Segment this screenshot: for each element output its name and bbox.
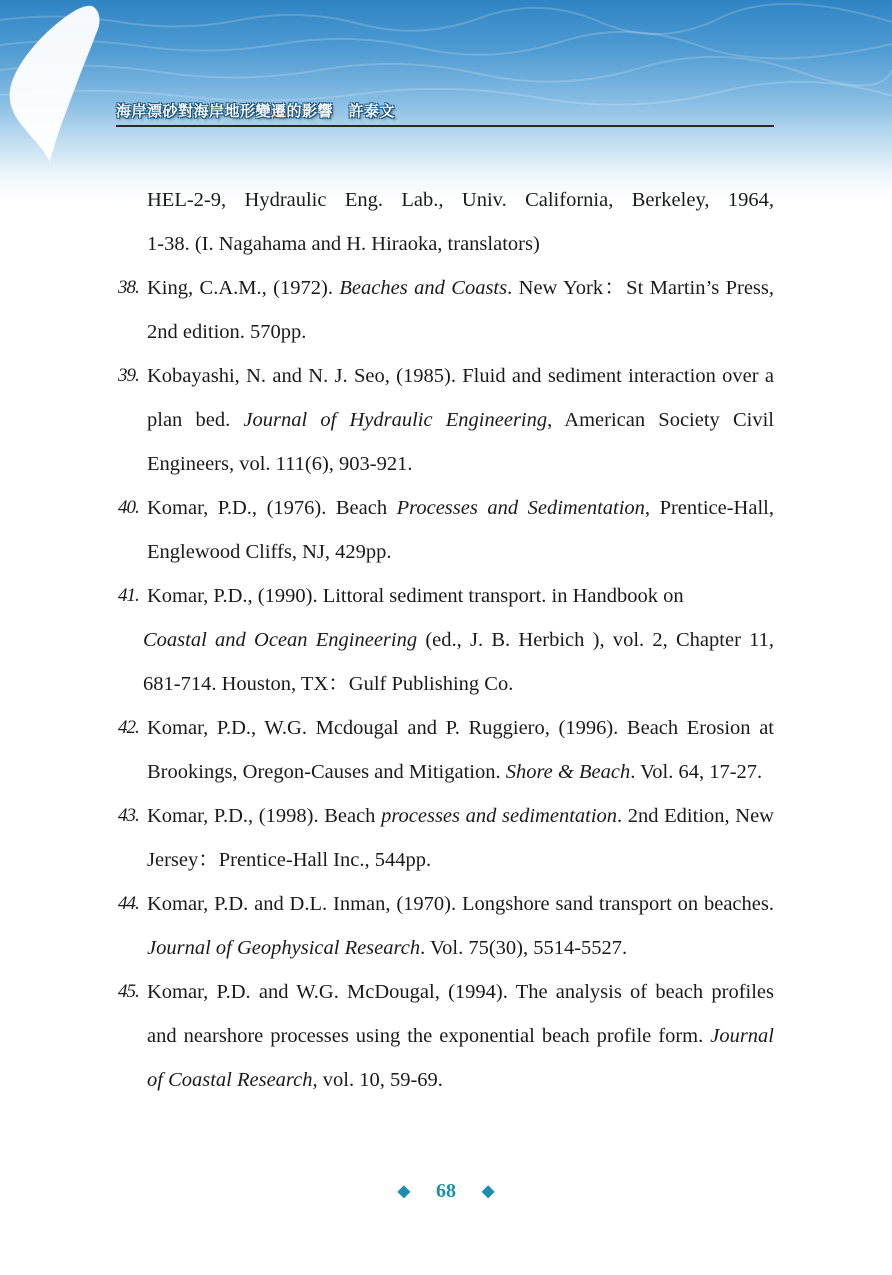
reference-text: Komar, P.D. and D.L. Inman, (1970). Longshore sand transport on beaches. <box>147 893 774 915</box>
reference-title: Processes and Sedimentation <box>396 497 645 519</box>
reference-text: . 2nd Edition, New Jersey：Prentice-Hall Inc., 544pp. <box>147 805 774 871</box>
reference-text: . Vol. 75(30), 5514-5527. <box>420 937 628 959</box>
reference-text: , American Society Civil Engineers, vol. 111(6), 903-921. <box>147 409 774 475</box>
continuation-line-2: 1-38. (I. Nagahama and H. Hiraoka, translators) <box>147 233 540 255</box>
running-header-title: 海岸漂砂對海岸地形變遷的影響 許泰文 <box>116 102 396 120</box>
reference-text: Komar, P.D., W.G. Mcdougal and P. Ruggiero, (1996). Beach Erosion at Brookings, Oregon-Causes and Mitigation. <box>147 717 774 783</box>
reference-item <box>116 486 774 574</box>
reference-number: 43. <box>118 805 139 826</box>
taiwan-island-icon <box>0 0 110 170</box>
reference-text: (ed., J. B. Herbich ), vol. 2, Chapter 11, 681-714. Houston, TX：Gulf Publishing Co. <box>143 629 774 695</box>
reference-number: 39. <box>118 365 139 386</box>
reference-list <box>116 178 774 1102</box>
reference-text: . Vol. 64, 17-27. <box>630 761 763 783</box>
reference-number: 42. <box>118 717 139 738</box>
reference-title: Journal of Coastal Research <box>147 1025 774 1091</box>
reference-title: Journal of Hydraulic Engineering <box>243 409 548 431</box>
reference-text: Komar, P.D., (1998). Beach <box>147 805 382 827</box>
reference-item <box>116 970 774 1102</box>
reference-title: Journal of Geophysical Research <box>147 937 421 959</box>
reference-text: Kobayashi, N. and N. J. Seo, (1985). Fluid and sediment interaction over a plan bed. <box>147 365 774 431</box>
header-divider <box>116 125 774 127</box>
continuation-line-1: HEL-2-9, Hydraulic Eng. Lab., Univ. California, Berkeley, 1964, <box>147 189 774 211</box>
reference-title: Beaches and Coasts <box>339 277 508 299</box>
reference-number: 40. <box>118 497 139 518</box>
reference-text: . New York：St Martin’s Press, 2nd edition. 570pp. <box>147 277 774 343</box>
reference-title: processes and sedimentation <box>381 805 618 827</box>
diamond-icon: ◆ <box>482 1183 495 1200</box>
reference-text: King, C.A.M., (1972). <box>147 277 340 299</box>
reference-text: , Prentice-Hall, Englewood Cliffs, NJ, 429pp. <box>147 497 774 563</box>
reference-text: , vol. 10, 59-69. <box>312 1069 443 1091</box>
reference-item <box>116 794 774 882</box>
reference-title: Shore & Beach <box>505 761 631 783</box>
reference-item <box>116 266 774 354</box>
reference-text: Komar, P.D., (1976). Beach <box>147 497 397 519</box>
reference-item <box>116 354 774 486</box>
reference-number: 44. <box>118 893 139 914</box>
page-footer <box>0 1180 892 1203</box>
reference-text: Komar, P.D., (1990). Littoral sediment transport. in Handbook on <box>147 585 684 607</box>
page-number: 68 <box>436 1180 456 1202</box>
reference-item <box>116 574 774 706</box>
reference-number: 41. <box>118 585 139 606</box>
reference-text: Komar, P.D. and W.G. McDougal, (1994). The analysis of beach profiles and nearshore processes using the exponential beach profile form. <box>147 981 774 1047</box>
reference-number: 38. <box>118 277 139 298</box>
reference-item <box>116 706 774 794</box>
diamond-icon: ◆ <box>397 1183 410 1200</box>
reference-continuation <box>116 178 774 266</box>
reference-title: Coastal and Ocean Engineering <box>143 629 418 651</box>
reference-item <box>116 882 774 970</box>
reference-number: 45. <box>118 981 139 1002</box>
